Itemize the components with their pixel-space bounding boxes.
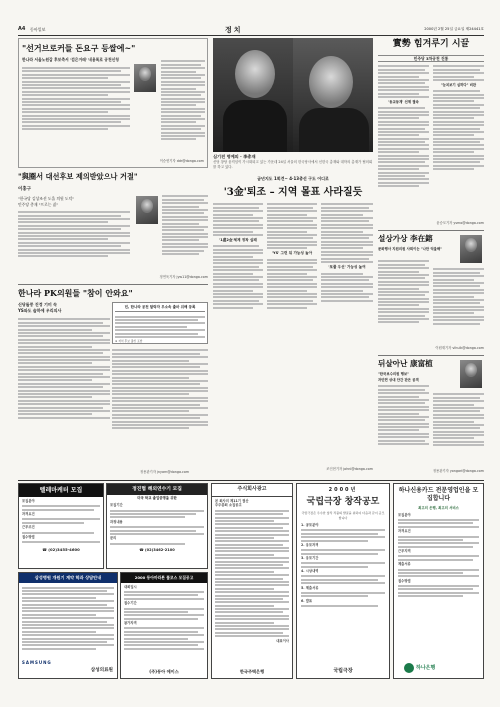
article-subtitle: "한국보수의원 행보" — [378, 372, 409, 377]
ad-hana-card: 하나신용카드 전문영업인을 모집합니다 최고의 은행, 최고의 서비스 모집분야 자격요건 근무지역 제출서류 접수방법 하나은행 — [393, 483, 484, 679]
article-title: "與圈서 대선후보 제의받았으나 거절" — [18, 172, 138, 181]
issue-date: 2000년 2월 25일 금요일 제24441호 — [424, 26, 484, 31]
page-number: A4 — [18, 26, 26, 32]
ad-title: 삼성병원 개원기 계약 학과 상담안내 — [19, 573, 117, 583]
candidate-photo — [134, 64, 156, 92]
ad-title: 텔레마케터 모집 — [19, 484, 103, 497]
paper-name: 동아일보 — [30, 26, 46, 32]
table-note: ※ 저녁 후보 출신 포함 — [115, 339, 143, 344]
masthead — [18, 26, 484, 34]
ad-footer: (주)동아 에이스 — [149, 668, 179, 674]
lee-jae-yong-photo — [460, 235, 482, 263]
article-presidential-offer — [18, 172, 208, 282]
article-byline: 정용관기자 jnyarn@donga.com — [140, 470, 190, 474]
divider — [378, 230, 484, 231]
ad-section-rule — [18, 480, 484, 481]
samsung-logo: SAMSUNG — [22, 660, 52, 665]
article-body — [18, 210, 130, 259]
ad-intro: 국립극장은 우수한 창작 작품의 발굴을 위하여 다음과 같이 공모합니다 — [301, 511, 385, 520]
ad-footer: 삼성의료원 — [90, 668, 113, 674]
article-body — [22, 66, 130, 132]
article-subtitle: 민주당 3차공천 진통 — [378, 55, 484, 63]
ad-title: 주식회사광고 — [212, 484, 292, 497]
ad-subtitle: 미국 학교 졸업증명을 위한 — [137, 496, 177, 501]
section-head: '동교동계' 선제 결속 — [388, 99, 419, 104]
article-kicker: 금년지도 1회견~ 4·13총선 구도 어디로 — [257, 176, 329, 181]
article-byline: 윤승모기자 ysmo@donga.com — [436, 221, 484, 226]
article-subtitle: 한나라 서울노원갑 후보측서 '검은거래' 내용폭로 공천신청 — [22, 57, 119, 62]
article-byline: 이승헌기자 ddr@donga.com — [159, 159, 204, 164]
article-quote: 민주당 총재 "프로는 싫" — [18, 202, 59, 208]
section-head: '포퓰 우선' 가능성 높여 — [328, 265, 366, 270]
ad-title: 2000 동아마라톤 풀코스 모집공고 — [121, 573, 207, 583]
caption-text: 신당 창당 움직임이 가시화되고 있는 가운데 24일 서울의 한국당사에서 신한국 총재와 대학의 총재가 협의회를 하고 있다. — [213, 160, 373, 169]
ad-footer: 한국주택은행 — [239, 668, 265, 674]
article-title: 한나라 PK의원들 "참이 안와요" — [18, 288, 133, 298]
hana-logo-icon — [404, 663, 414, 673]
ad-phone: ☎ (02)3462-2100 — [139, 548, 175, 553]
article-lee-jae-yong — [378, 233, 484, 353]
leaders-photo — [213, 38, 373, 152]
article-subtitle: 신당돌풍 진정 기미 속 — [18, 302, 57, 307]
article-candidate-broker — [18, 38, 208, 168]
article-byline: 이원재기자 vlhulk@donga.com — [435, 346, 484, 351]
article-quote: "한국당 김상조선 도울 의원 도덕" — [18, 195, 75, 201]
article-body-col2 — [162, 194, 208, 256]
article-subtitle: 자민련 상대 안간 판은 공격 — [378, 377, 419, 382]
divider — [378, 355, 484, 356]
section-title: 정치 — [225, 25, 243, 34]
section-head: "눈치보기 심하다" 비판 — [440, 82, 477, 87]
section-head: 'YS' 그런 뒤 가능성 높아 — [271, 251, 313, 256]
table-title: 민, 한나라 공천 탈락자 무소속 출마 위해 등록 — [115, 305, 205, 312]
masthead-rule — [18, 35, 484, 36]
ad-overseas-training: 정진협 해외연수기 모집 미국 학교 졸업증명을 위한 모집기간 과정내용 문의 ☎ (02)3462-2100 — [106, 483, 208, 569]
ad-title: 국립극장 창작공모 — [306, 496, 380, 507]
article-power-struggle — [378, 38, 484, 228]
ad-title: 하나신용카드 전문영업인을 모집합니다 — [398, 487, 479, 502]
ad-telemarketer: 텔레마케터 모집 모집분야 자격요건 근무조건 접수방법 ☎ (02)3455-4600 — [18, 483, 104, 569]
caption-title: 심기전 명예의 · 李총재 — [213, 154, 256, 159]
article-subtitle: YS와도 슬하에 우리의사 — [18, 308, 62, 313]
article-subtitle: 이홍구 — [18, 186, 32, 192]
article-title: 뒤살아난 康富植 — [378, 359, 433, 368]
ad-year: 2000년 — [328, 487, 358, 493]
nomination-table-box — [112, 302, 208, 344]
article-title: 설상가상 李在鎔 — [378, 234, 433, 243]
article-title: 實勢 힘겨루기 시끌 — [392, 39, 470, 49]
article-subtitle: 문화행사 지원의원 사퇴이는 "나만 억울해" — [378, 247, 442, 252]
article-body-col2 — [161, 59, 205, 142]
ad-phone: ☎ (02)3455-4600 — [42, 546, 80, 552]
ad-footer: 국립극장 — [333, 667, 353, 674]
article-3kim — [213, 176, 373, 476]
ad-national-theater: 2000년 국립극장 창작공모 국립극장은 우수한 창작 작품의 발굴을 위하여 다음과 같이 공모합니다 1. 공모분야 2. 응모자격 3. 응모기간 4. 시상내역 5. 제출서류 6. 발표 국립극장 — [296, 483, 390, 679]
lee-hong-koo-photo — [136, 196, 158, 224]
ad-samsung-hospital — [18, 572, 118, 679]
article-byline: 정용관기자 yongari@donga.com — [432, 469, 484, 474]
ad-marathon: 2000 동아마라톤 풀코스 모집공고 대회일시 접수기간 참가자격 (주)동아 에이스 — [120, 572, 208, 679]
article-title: "선거브로커들 돈요구 등쌀에~" — [22, 43, 136, 53]
article-body — [18, 317, 110, 420]
ad-subtitle: 최고의 은행, 최고의 서비스 — [418, 505, 459, 510]
ad-shareholder-notice: 주식회사광고 본 회사의 제11기 결산 주주총회 소집공고 대표이사 한국주택은행 — [211, 483, 293, 679]
article-title: '3金'퇴조 – 지역 몰표 사라질듯 — [223, 187, 363, 198]
article-body-col2 — [112, 348, 208, 431]
ad-footer: 하나은행 — [416, 664, 436, 671]
article-kang-boo-sik — [378, 358, 484, 476]
photo-caption — [213, 154, 373, 169]
divider — [18, 284, 208, 285]
article-byline: 조인현기자 johni@donga.com — [326, 467, 373, 472]
ad-title: 정진협 해외연수기 모집 — [107, 484, 207, 495]
kang-boo-sik-photo — [460, 360, 482, 388]
section-head: '1盧2金'체제 정착 실패 — [219, 237, 257, 242]
article-byline: 정연욱기자 jyw11@donga.com — [159, 275, 208, 280]
